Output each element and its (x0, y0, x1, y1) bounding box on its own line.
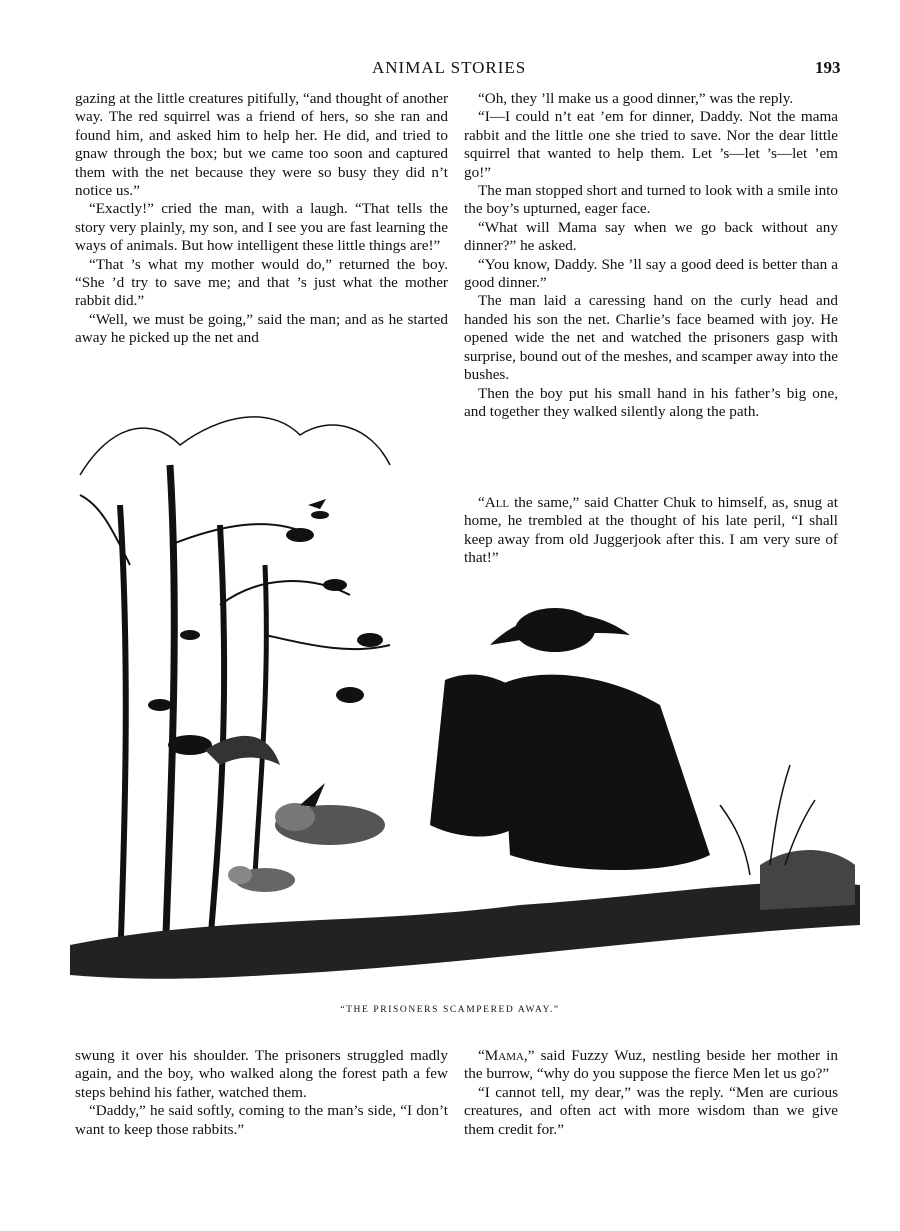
paragraph-text: said Fuzzy Wuz, nestling beside her mother in the burrow, “why do you suppose the fierce Men let us go?” (464, 1047, 838, 1083)
paragraph: “That ’s what my mother would do,” returned the boy. “She ’d try to save me; and that ’s just what the mother rabbit did.” (75, 255, 448, 310)
right-column-top (464, 90, 838, 421)
left-column-top (75, 90, 448, 348)
page-header (0, 58, 900, 82)
right-column-bottom (464, 1047, 838, 1139)
paragraph: “Daddy,” he said softly, coming to the man’s side, “I don’t want to keep those rabbits.” (75, 1102, 448, 1138)
left-column-bottom (75, 1047, 448, 1139)
paragraph: swung it over his shoulder. The prisoners struggled madly again, and the boy, who walked along the forest path a few steps behind his father, watched them. (75, 1047, 448, 1101)
small-caps-lead: “Mama,” (478, 1047, 535, 1064)
paragraph: “I cannot tell, my dear,” was the reply. “Men are curious creatures, and often act with more wisdom than we give them credit for.” (464, 1083, 838, 1138)
paragraph: “Exactly!” cried the man, with a laugh. “That tells the story very plainly, my son, and I see you are fast learning the ways of animals. But how intelligent these little things are!” (75, 200, 448, 255)
paragraph (464, 1047, 838, 1084)
paragraph: “What will Mama say when we go back without any dinner?” he asked. (464, 218, 838, 255)
paragraph: Then the boy put his small hand in his father’s big one, and together they walked silently along the path. (464, 384, 838, 420)
paragraph: “I—I could n’t eat ’em for dinner, Daddy. Not the mama rabbit and the little one she tried to save. Nor the dear little squirrel that wanted to help them. Let ’s—let ’s—let ’em go!” (464, 108, 838, 181)
page-number: 193 (815, 58, 841, 77)
paragraph: The man stopped short and turned to look with a smile into the boy’s upturned, eager face. (464, 182, 838, 218)
engraving-illustration (70, 405, 860, 1005)
small-caps-lead: “All (478, 494, 510, 511)
paragraph: “You know, Daddy. She ’ll say a good deed is better than a good dinner.” (464, 255, 838, 292)
paragraph-text: the same,” said Chatter Chuk to himself, as, snug at home, he trembled at the thought of his late peril, “I shall keep away from old Juggerjook after this. I am very sure of that!” (464, 494, 838, 567)
paragraph: The man laid a caressing hand on the curly head and handed his son the net. Charlie’s face beamed with joy. He opened wide the net and watched the prisoners gasp with surprise, bound out of the meshes, and scamper away into the bushes. (464, 292, 838, 384)
running-title: ANIMAL STORIES (372, 58, 527, 77)
paragraph: “Oh, they ’ll make us a good dinner,” was the reply. (478, 90, 794, 107)
illustration-caption: “THE PRISONERS SCAMPERED AWAY.” (340, 1005, 560, 1015)
paragraph: “Well, we must be going,” said the man; and as he started away he picked up the net and (75, 310, 448, 347)
paragraph: gazing at the little creatures pitifully, “and thought of another way. The red squirrel was a friend of hers, so she ran and found him, and asked him to help her. He did, and tried to gnaw through the box; but we came too soon and captured them with the net because they were so busy they did n’t notice us.” (75, 90, 448, 200)
